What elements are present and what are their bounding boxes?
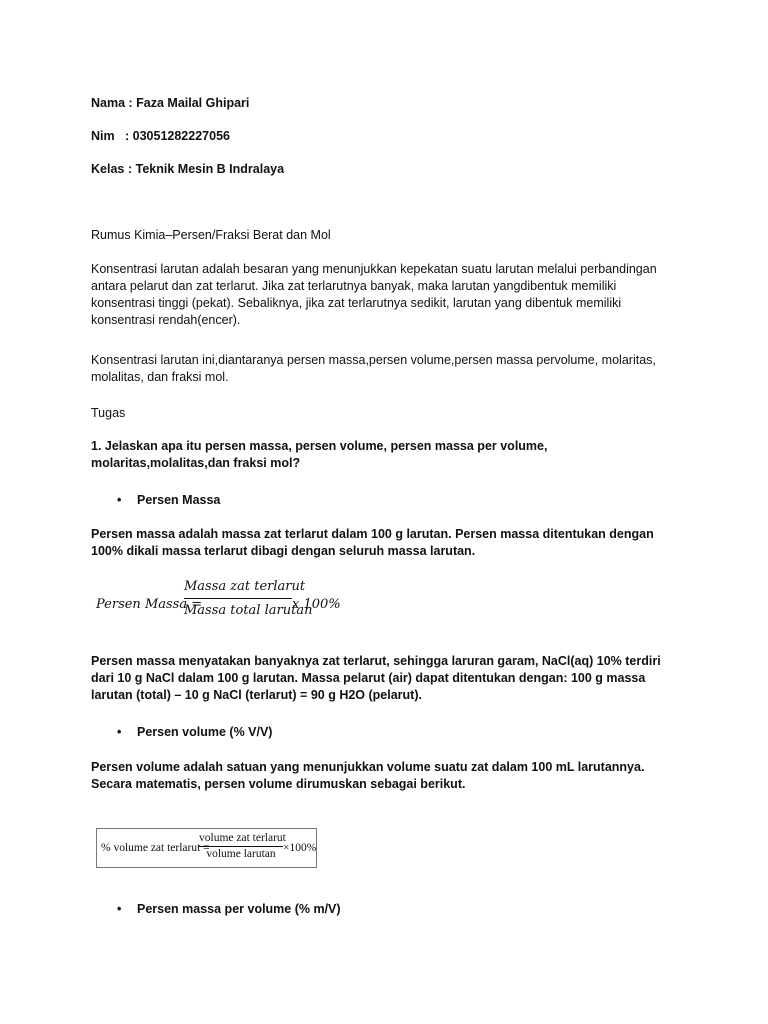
- bullet-icon: •: [117, 902, 122, 916]
- document-title: Rumus Kimia–Persen/Fraksi Berat dan Mol: [91, 228, 331, 242]
- intro-paragraph: Konsentrasi larutan adalah besaran yang menunjukkan kepekatan suatu larutan melalui perbandingan antara pelarut dan zat terlarut. Jika zat terlarutnya banyak, maka larutan yangdibentuk memiliki konsentrasi tinggi (pekat). Sebaliknya, jika zat terlarutnya sedikit, larutan yang dibentuk memiliki konsentrasi rendah(encer).: [91, 262, 657, 327]
- nim-value: 03051282227056: [132, 129, 230, 143]
- persen-massa-definition: Persen massa adalah massa zat terlarut dalam 100 g larutan. Persen massa ditentukan dengan 100% dikali massa terlarut dibagi dengan seluruh massa larutan.: [91, 527, 654, 558]
- kelas-label: Kelas: [91, 162, 125, 176]
- tugas-label: Tugas: [91, 406, 126, 420]
- bullet-persen-massa: [117, 492, 220, 509]
- formula-massa-right: x 100%: [292, 597, 341, 612]
- formula-persen-massa: [96, 578, 341, 630]
- persen-volume-definition: Persen volume adalah satuan yang menunjukkan volume suatu zat dalam 100 mL larutannya. Secara matematis, persen volume dirumuskan sebagai berikut.: [91, 760, 645, 791]
- formula-massa-numerator: Massa zat terlarut: [184, 579, 306, 594]
- formula-massa-left: Persen Massa =: [96, 597, 203, 612]
- formula-volume-right: ×100%: [283, 842, 317, 854]
- nim-label: Nim: [91, 129, 115, 143]
- bullet-icon: •: [117, 493, 122, 507]
- bullet-icon: •: [117, 725, 122, 739]
- kelas-value: Teknik Mesin B Indralaya: [135, 162, 285, 176]
- formula-volume-fraction: [199, 832, 286, 861]
- formula-volume-numerator: volume zat terlarut: [199, 832, 286, 844]
- nama-value: Faza Mailal Ghipari: [136, 96, 250, 110]
- persen-massa-example: Persen massa menyatakan banyaknya zat terlarut, sehingga laruran garam, NaCl(aq) 10% terdiri dari 10 g NaCl dalam 100 g larutan. Massa pelarut (air) dapat ditentukan dengan: 100 g massa larutan (total) – 10 g NaCl (terlarut) = 90 g H2O (pelarut).: [91, 654, 661, 702]
- persen-massa-heading: Persen Massa: [137, 493, 221, 507]
- formula-massa-fraction: [184, 578, 313, 619]
- formula-massa-denominator: Massa total larutan: [184, 603, 313, 618]
- nama-label: Nama: [91, 96, 126, 110]
- kelas-line: Kelas : Teknik Mesin B Indralaya: [91, 162, 285, 176]
- question-1: 1. Jelaskan apa itu persen massa, persen volume, persen massa per volume, molaritas,molalitas,dan fraksi mol?: [91, 439, 548, 470]
- formula-volume-left: % volume zat terlarut =: [101, 842, 210, 854]
- persen-volume-heading: Persen volume (% V/V): [137, 725, 273, 739]
- nama-line: Nama : Faza Mailal Ghipari: [91, 96, 250, 110]
- formula-volume-denominator: volume larutan: [206, 848, 276, 860]
- bullet-persen-massa-per-volume: [117, 901, 341, 918]
- intro-paragraph-2: Konsentrasi larutan ini,diantaranya persen massa,persen volume,persen massa pervolume, molaritas, molalitas, dan fraksi mol.: [91, 353, 656, 384]
- bullet-persen-volume: [117, 724, 272, 741]
- formula-persen-volume: [96, 828, 317, 868]
- persen-massa-per-volume-heading: Persen massa per volume (% m/V): [137, 902, 341, 916]
- nim-line: Nim : 03051282227056: [91, 129, 230, 143]
